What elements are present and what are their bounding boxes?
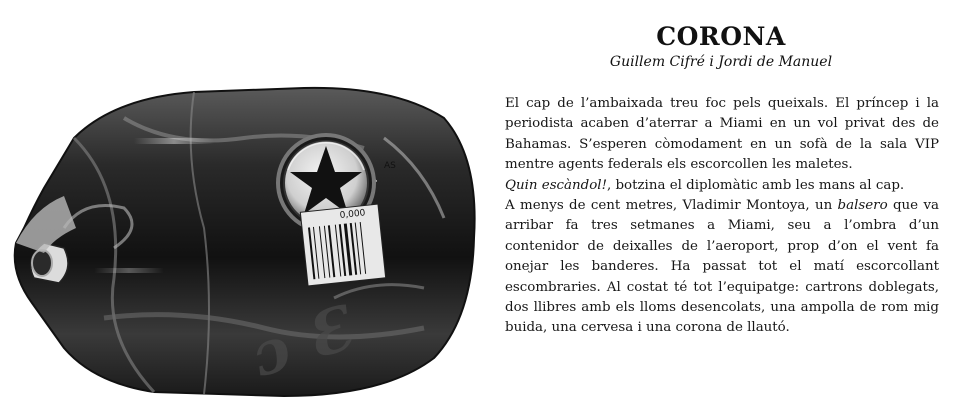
crushed-can-illustration — [4, 78, 482, 398]
svg-text:AS: AS — [384, 161, 396, 171]
svg-text:0,000: 0,000 — [339, 208, 366, 221]
story-authors: Guillem Cifré i Jordi de Manuel — [609, 54, 833, 70]
barcode-label — [300, 204, 385, 286]
story-body — [505, 94, 939, 339]
story-title: CORONA — [656, 22, 786, 51]
can-body — [15, 88, 475, 396]
svg-text:ɔ Ɛ: ɔ Ɛ — [243, 293, 361, 392]
paragraph-3: A menys de cent metres, Vladimir Montoya, un balsero que va arribar fa tres setmanes a Miami, seu a l’ombra d’un contenidor de deixalles de l’aeroport, prop d’on el vent fa onejar les banderes. Ha passat tot el matí escorcollant escombraries. Al costat té tot l’equipatge: cartrons doblegats, dos llibres amb els lloms desencolats, una ampolla de rom mig buida, una cervesa i una corona de llautó. — [505, 198, 939, 336]
paragraph-2: Quin escàndol!, botzina el diplomàtic amb les mans al cap. — [505, 177, 905, 193]
paragraph-1: El cap de l’ambaixada treu foc pels queixals. El príncep i la periodista acaben d’aterrar a Miami en un vol privat des de Bahamas. S’esperen còmodament en un sofà de la sala VIP mentre agents federals els escorcollen les maletes. — [505, 96, 939, 173]
